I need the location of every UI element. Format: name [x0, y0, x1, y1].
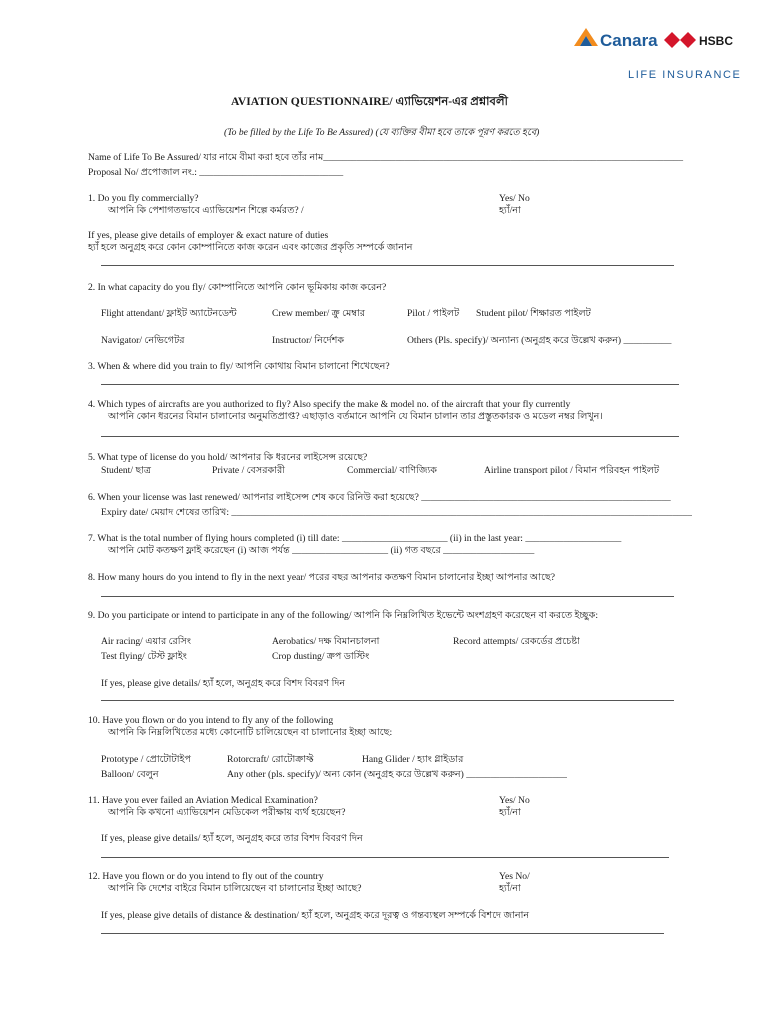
q12-yes-no-bn: হ্যাঁ/না [499, 883, 521, 894]
q5-option-private[interactable]: Private / বেসরকারী [212, 465, 285, 476]
q4-question-bn: আপনি কোন ধরনের বিমান চালানোর অনুমতিপ্রাপ্ত? এছাড়াও বর্তমানে আপনি যে বিমান চালান তার প্রস্তুতকারক ও মডেল নম্বর লিখুন। [108, 411, 603, 422]
q6-renewal-field[interactable]: 6. When your license was last renewed/ আপনার লাইসেন্স শেষ কবে রিনিউ করা হয়েছে? ____________________________________________________ [88, 492, 671, 503]
q3-question: 3. When & where did you train to fly/ আপনি কোথায় বিমান চালানো শিখেছেন? [88, 361, 390, 372]
q2-option-navigator[interactable]: Navigator/ নেভিগেটর [101, 335, 185, 346]
q5-option-commercial[interactable]: Commercial/ বাণিজ্যিক [347, 465, 437, 476]
partner-name: HSBC [699, 34, 734, 48]
q12-answer-line[interactable] [101, 933, 664, 934]
q2-option-pilot[interactable]: Pilot / পাইলট [407, 308, 460, 319]
q10-option-rotorcraft[interactable]: Rotorcraft/ রোটোক্রাফ্ট [227, 754, 314, 765]
q2-option-crew-member[interactable]: Crew member/ ক্রু মেম্বার [272, 308, 366, 319]
q1-answer-line[interactable] [101, 265, 674, 266]
q10-option-balloon[interactable]: Balloon/ বেলুন [101, 769, 159, 780]
q1-yes-no[interactable]: Yes/ No [499, 193, 530, 204]
q11-yes-no[interactable]: Yes/ No [499, 795, 530, 806]
brand-tagline: LIFE INSURANCE [628, 69, 742, 81]
q5-question: 5. What type of license do you hold/ আপনার কি ধরনের লাইসেন্স রয়েছে? [88, 452, 368, 463]
q2-option-instructor[interactable]: Instructor/ নির্দেশক [272, 335, 345, 346]
brand-name: Canara [600, 31, 658, 50]
q12-question-bn: আপনি কি দেশের বাইরে বিমান চালিয়েছেন বা চালানোর ইচ্ছা আছে? [108, 883, 362, 894]
q10-option-any-other[interactable]: Any other (pls. specify)/ অন্য কোন (অনুগ্রহ করে উল্লেখ করুন) _____________________ [227, 769, 567, 780]
q3-answer-line[interactable] [101, 384, 679, 385]
q11-question: 11. Have you ever failed an Aviation Medical Examination? [88, 795, 318, 806]
form-subtitle: (To be filled by the Life To Be Assured) (যে ব্যক্তির বীমা হবে তাকে পূরণ করতে হবে) [224, 127, 540, 138]
q9-question: 9. Do you participate or intend to participate in any of the following/ আপনি কি নিম্নলিখিত ইভেন্টে অংশগ্রহণ করেছেন বা করতে ইচ্ছুক: [88, 610, 599, 621]
q10-option-prototype[interactable]: Prototype / প্রোটোটাইপ [101, 754, 191, 765]
q2-option-student-pilot[interactable]: Student pilot/ শিক্ষারত পাইলট [476, 308, 591, 319]
q12-yes-no[interactable]: Yes No/ [499, 871, 530, 882]
q11-question-bn: আপনি কি কখনো এ্যাভিয়েশন মেডিকেল পরীক্ষায় ব্যর্থ হয়েছেন? [108, 807, 346, 818]
q1-question: 1. Do you fly commercially? [88, 193, 199, 204]
q9-option-record-attempts[interactable]: Record attempts/ রেকর্ডের প্রচেষ্টা [453, 636, 580, 647]
q4-question: 4. Which types of aircrafts are you authorized to fly? Also specify the make & model no. of the aircraft that your fly currently [88, 399, 571, 410]
q11-detail-label: If yes, please give details/ হ্যাঁ হলে, অনুগ্রহ করে তার বিশদ বিবরণ দিন [101, 833, 363, 844]
form-title: AVIATION QUESTIONNAIRE/ এ্যাভিয়েশন-এর প্রশ্নাবলী [231, 95, 508, 108]
life-assured-name-field[interactable]: Name of Life To Be Assured/ যার নামে বীমা করা হবে তাঁর নাম___________________________________________________________________________ [88, 152, 684, 163]
q10-question: 10. Have you flown or do you intend to fly any of the following [88, 715, 334, 726]
hsbc-hexagon-icon [664, 32, 696, 48]
canara-emblem-icon [574, 28, 598, 46]
q10-option-hang-glider[interactable]: Hang Glider / হ্যাং গ্লাইডার [362, 754, 464, 765]
q7-question[interactable]: 7. What is the total number of flying hours completed (i) till date: ______________________ (ii) in the last year: ____________________ [88, 533, 622, 544]
q9-option-test-flying[interactable]: Test flying/ টেস্ট ফ্লাইং [101, 651, 187, 662]
q11-answer-line[interactable] [101, 857, 669, 858]
q9-option-air-racing[interactable]: Air racing/ এয়ার রেসিং [101, 636, 192, 647]
q2-question: 2. In what capacity do you fly/ কোম্পানিতে আপনি কোন ভূমিকায় কাজ করেন? [88, 282, 387, 293]
q1-detail-label-bn: হ্যাঁ হলে অনুগ্রহ করে কোন কোম্পানিতে কাজ করেন এবং কাজের প্রকৃতি সম্পর্কে জানান [88, 242, 413, 253]
q1-yes-no-bn: হ্যাঁ/না [499, 205, 521, 216]
q9-option-crop-dusting[interactable]: Crop dusting/ ক্রপ ডাস্টিং [272, 651, 370, 662]
q12-detail-label: If yes, please give details of distance & destination/ হ্যাঁ হলে, অনুগ্রহ করে দূরত্ব ও গন্তব্যস্থল সম্পর্কে বিশদে জানান [101, 910, 530, 921]
q8-question: 8. How many hours do you intend to fly in the next year/ পরের বছর আপনার কতক্ষণ বিমান চালানোর ইচ্ছা আপনার আছে? [88, 572, 556, 583]
q2-option-flight-attendant[interactable]: Flight attendant/ ফ্লাইট অ্যাটেনডেন্ট [101, 308, 237, 319]
q6-expiry-field[interactable]: Expiry date/ মেয়াদ শেষের তারিখ: ________________________________________________________________________________________________ [101, 507, 692, 518]
proposal-number-field[interactable]: Proposal No/ প্রপোজাল নং.: ______________________________ [88, 167, 344, 178]
q8-answer-line[interactable] [101, 596, 674, 597]
q9-detail-label: If yes, please give details/ হ্যাঁ হলে, অনুগ্রহ করে বিশদ বিবরণ দিন [101, 678, 346, 689]
q1-detail-label: If yes, please give details of employer & exact nature of duties [88, 230, 329, 241]
q1-question-bn: আপনি কি পেশাগতভাবে এ্যাভিয়েশন শিল্পে কর্মরত? / [108, 205, 304, 216]
q12-question: 12. Have you flown or do you intend to fly out of the country [88, 871, 324, 882]
q5-option-airline-transport[interactable]: Airline transport pilot / বিমান পরিবহন পাইলট [484, 465, 660, 476]
q10-question-bn: আপনি কি নিম্নলিখিতের মধ্যে কোনোটি চালিয়েছেন বা চালানোর ইচ্ছা আছে: [108, 727, 393, 738]
q9-option-aerobatics[interactable]: Aerobatics/ দক্ষ বিমানচালনা [272, 636, 380, 647]
q7-question-bn: আপনি মোট কতক্ষণ ফ্লাই করেছেন (i) আজ পর্যন্ত ____________________ (ii) গত বছরে ___________________ [108, 545, 535, 556]
q5-option-student[interactable]: Student/ ছাত্র [101, 465, 152, 476]
q4-answer-line[interactable] [101, 436, 679, 437]
q11-yes-no-bn: হ্যাঁ/না [499, 807, 521, 818]
canara-hsbc-logo [572, 26, 742, 82]
q2-option-others[interactable]: Others (Pls. specify)/ অন্যান্য (অনুগ্রহ করে উল্লেখ করুন) __________ [407, 335, 672, 346]
q9-answer-line[interactable] [101, 700, 674, 701]
